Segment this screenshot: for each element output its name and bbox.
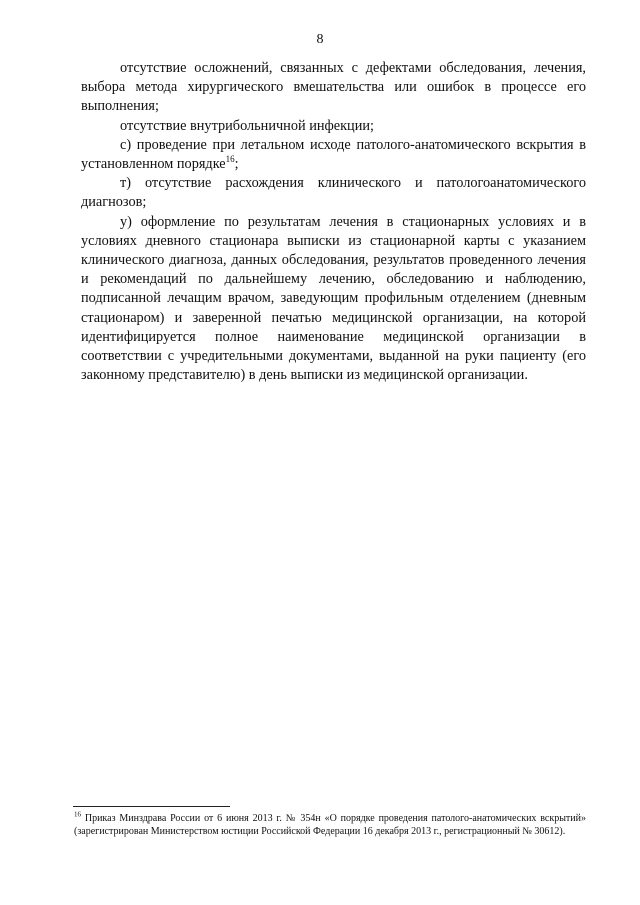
footnote-number: 16 — [74, 810, 81, 819]
paragraph-complications: отсутствие осложнений, связанных с дефектами обследования, лечения, выбора метода хирургического вмешательства или ошибок в процессе его выполнения; — [81, 60, 586, 115]
paragraph-autopsy-text: с) проведение при летальном исходе патолого-анатомического вскрытия в установленном порядке — [81, 136, 586, 173]
footnote — [74, 812, 586, 838]
paragraph-autopsy-end: ; — [234, 156, 239, 173]
paragraph-discharge: у) оформление по результатам лечения в стационарных условиях и в условиях дневного стационара выписки из стационарной карты с указанием клинического диагноза, данных обследования, результатов проведенного лечения и рекомендаций по дальнейшему лечению, обследованию и наблюдению, подписанной лечащим врачом, заведующим профильным отделением (дневным стационаром) и заверенной печатью медицинской организации, на которой идентифицируется полное наименование медицинской организации в соответствии с учредительными документами, выданной на руки пациенту (его законному представителю) в день выписки из медицинской организации. — [81, 213, 586, 384]
paragraph-diagnosis: т) отсутствие расхождения клинического и патологоанатомического диагнозов; — [81, 175, 586, 211]
document-body — [81, 59, 586, 385]
footnote-reference[interactable]: 16 — [225, 154, 235, 165]
paragraph-infection: отсутствие внутрибольничной инфекции; — [120, 117, 374, 134]
footnote-separator — [73, 806, 230, 807]
paragraph-autopsy — [81, 136, 586, 174]
footnote-text: Приказ Минздрава России от 6 июня 2013 г. № 354н «О порядке проведения патолого-анатомических вскрытий» (зарегистрирован Министерством юстиции Российской Федерации 16 декабря 2013 г., регистрационный № 30612). — [74, 813, 587, 837]
page-number: 8 — [316, 32, 324, 47]
